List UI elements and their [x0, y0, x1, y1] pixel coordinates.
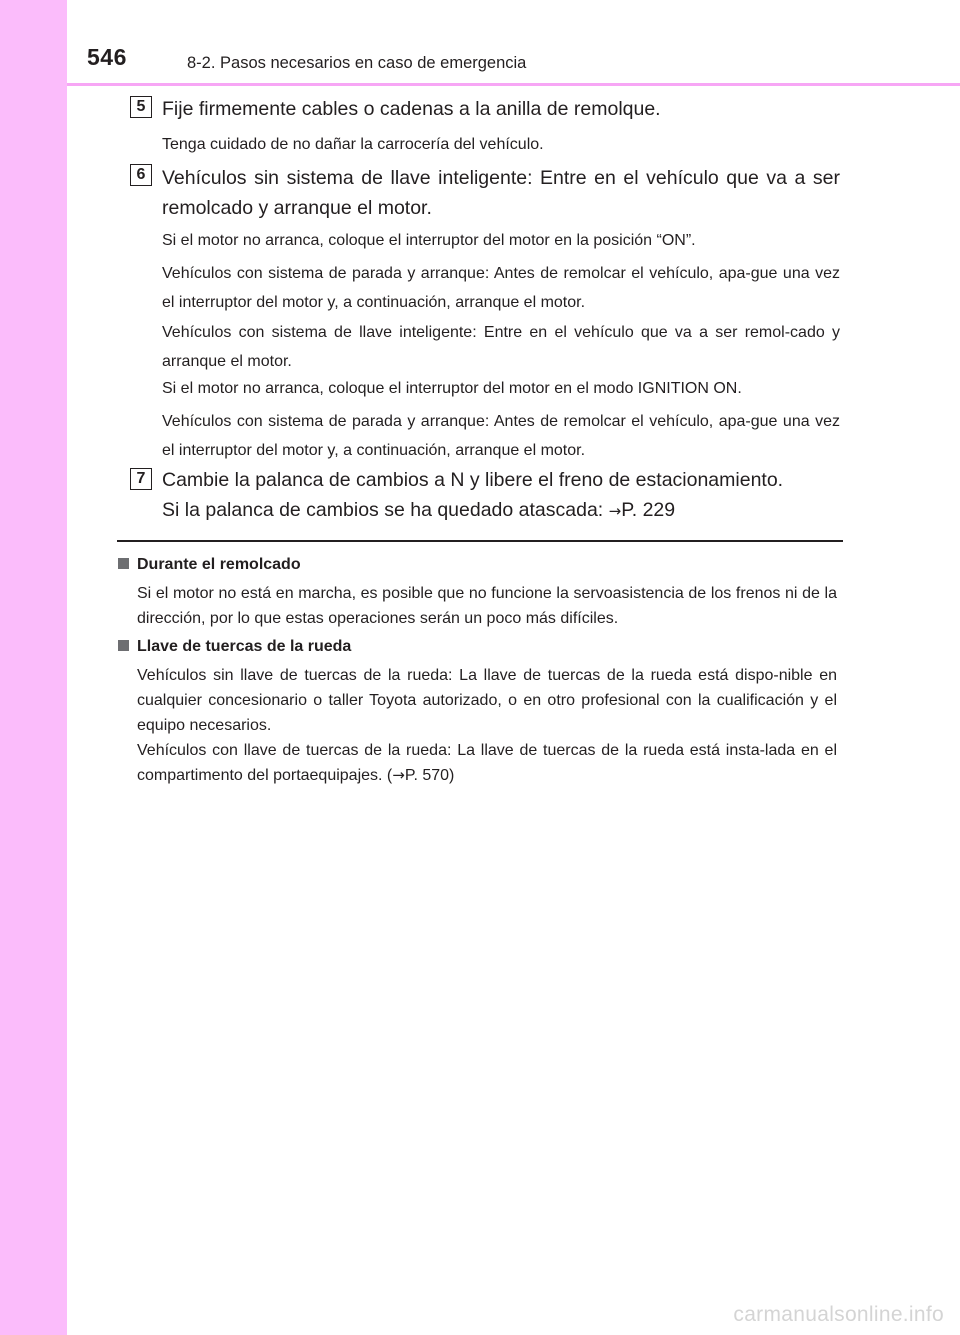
step-6-detail-2: Vehículos con sistema de parada y arranque: Antes de remolcar el vehículo, apa-gue una vez el interruptor del motor y, a continuación, arranque el motor. — [162, 265, 840, 311]
step-7-badge: 7 — [130, 468, 152, 490]
step-6-badge: 6 — [130, 164, 152, 186]
square-bullet-icon — [118, 558, 129, 569]
note-heading-wheel-wrench — [118, 638, 351, 656]
step-5-badge: 5 — [130, 96, 152, 118]
note-body-wheel-wrench — [137, 663, 837, 788]
note-heading-towing — [118, 556, 301, 574]
reference-arrow-icon: → — [392, 766, 405, 784]
step-7-line-2 — [162, 495, 840, 526]
section-title: 8-2. Pasos necesarios en caso de emergencia — [187, 54, 527, 72]
step-6-detail-5: Vehículos con sistema de parada y arranque: Antes de remolcar el vehículo, apa-gue una vez el interruptor del motor y, a continuación, arranque el motor. — [162, 413, 840, 459]
page-reference-link[interactable]: P. 229 — [621, 499, 676, 521]
step-6-detail-3: Vehículos con sistema de llave inteligente: Entre en el vehículo que va a ser remol-cado y arranque el motor. — [162, 324, 840, 370]
page-sidebar — [0, 0, 67, 1335]
reference-arrow-icon: → — [608, 502, 622, 520]
step-6-text: Vehículos sin sistema de llave inteligente: Entre en el vehículo que va a ser remolcado y arranque el motor. — [162, 167, 840, 219]
step-6-detail-4: Si el motor no arranca, coloque el interruptor del motor en el modo IGNITION ON. — [162, 380, 742, 397]
square-bullet-icon — [118, 640, 129, 651]
step-7-line-2-prefix: Si la palanca de cambios se ha quedado atascada: — [162, 499, 609, 521]
note-paragraph-2-text: Vehículos con llave de tuercas de la rueda: La llave de tuercas de la rueda está insta-lada en el compartimento del portaequipajes. ( — [137, 742, 837, 784]
step-6-detail-1: Si el motor no arranca, coloque el interruptor del motor en la posición “ON”. — [162, 232, 696, 249]
page-number: 546 — [87, 44, 127, 70]
page-reference-link[interactable]: P. 570) — [404, 767, 455, 784]
section-divider — [117, 540, 843, 542]
step-7-line-1: Cambie la palanca de cambios a N y libere el freno de estacionamiento. — [162, 469, 784, 491]
note-body-towing: Si el motor no está en marcha, es posible que no funcione la servoasistencia de los frenos ni de la dirección, por lo que estas operaciones serán un poco más difíciles. — [137, 585, 837, 627]
step-5-text: Fije firmemente cables o cadenas a la anilla de remolque. — [162, 98, 661, 120]
step-7-text — [162, 465, 840, 526]
header-rule — [67, 83, 960, 86]
note-heading-text: Durante el remolcado — [137, 556, 301, 573]
note-paragraph-1: Vehículos sin llave de tuercas de la rueda: La llave de tuercas de la rueda está dispo-nible en cualquier concesionario o taller Toyota autorizado, o en otro profesional con la cualificación y el equipo necesarios. — [137, 667, 837, 734]
step-5-detail: Tenga cuidado de no dañar la carrocería del vehículo. — [162, 136, 544, 153]
watermark: carmanualsonline.info — [733, 1303, 944, 1326]
note-heading-text: Llave de tuercas de la rueda — [137, 638, 352, 655]
note-paragraph-2 — [137, 738, 837, 788]
